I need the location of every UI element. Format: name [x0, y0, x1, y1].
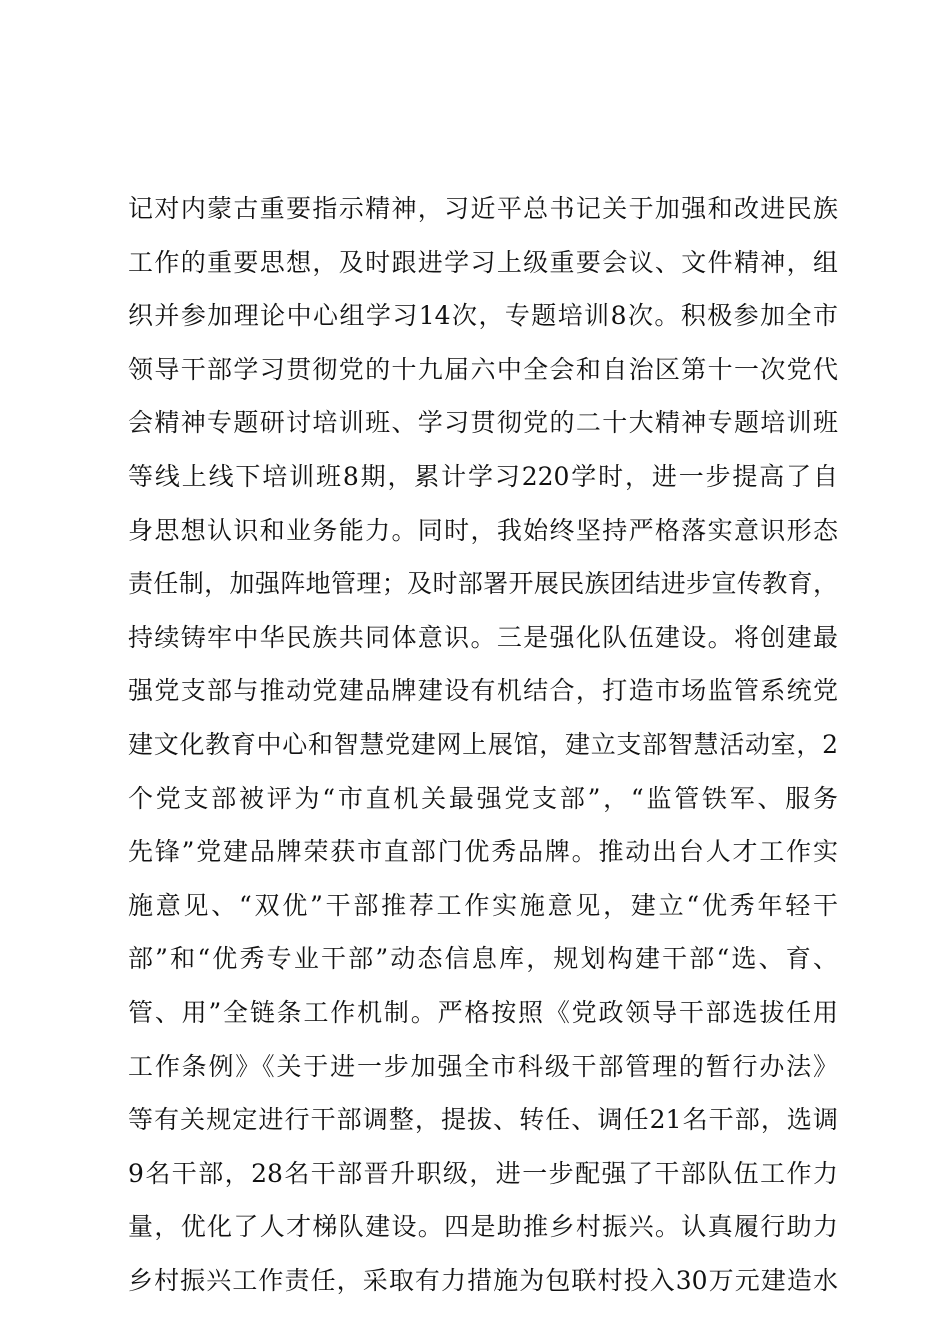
- text-line: 持续铸牢中华民族共同体意识。三是强化队伍建设。将创建最: [128, 622, 838, 652]
- text-line: 建文化教育中心和智慧党建网上展馆，建立支部智慧活动室，2: [128, 729, 838, 759]
- text-line: 9名干部，28名干部晋升职级，进一步配强了干部队伍工作力: [128, 1158, 838, 1188]
- body-paragraph: [128, 182, 838, 1307]
- text-line: 工作条例》《关于进一步加强全市科级干部管理的暂行办法》: [128, 1051, 838, 1081]
- text-line: 工作的重要思想，及时跟进学习上级重要会议、文件精神，组: [128, 247, 838, 277]
- text-line: 部”和“优秀专业干部”动态信息库，规划构建干部“选、育、: [128, 944, 838, 974]
- text-line: 量，优化了人才梯队建设。四是助推乡村振兴。认真履行助力: [128, 1212, 838, 1242]
- text-line: 会精神专题研讨培训班、学习贯彻党的二十大精神专题培训班: [128, 408, 838, 438]
- text-line: 先锋”党建品牌荣获市直部门优秀品牌。推动出台人才工作实: [128, 837, 838, 867]
- text-line: 身思想认识和业务能力。同时，我始终坚持严格落实意识形态: [128, 515, 838, 545]
- text-line: 等有关规定进行干部调整，提拔、转任、调任21名干部，选调: [128, 1105, 838, 1135]
- text-line: 记对内蒙古重要指示精神，习近平总书记关于加强和改进民族: [128, 194, 838, 223]
- text-line: 织并参加理论中心组学习14次，专题培训8次。积极参加全市: [128, 301, 838, 331]
- text-line: 管、用”全链条工作机制。严格按照《党政领导干部选拔任用: [128, 997, 838, 1027]
- text-line: 个党支部被评为“市直机关最强党支部”，“监管铁军、服务: [128, 783, 838, 813]
- text-line: 责任制，加强阵地管理；及时部署开展民族团结进步宣传教育，: [128, 569, 838, 599]
- text-line: 等线上线下培训班8期，累计学习220学时，进一步提高了自: [128, 461, 838, 491]
- text-line: 施意见、“双优”干部推荐工作实施意见，建立“优秀年轻干: [128, 890, 838, 920]
- text-line: 强党支部与推动党建品牌建设有机结合，打造市场监管系统党: [128, 676, 838, 706]
- text-line: 领导干部学习贯彻党的十九届六中全会和自治区第十一次党代: [128, 354, 838, 384]
- text-line: 乡村振兴工作责任，采取有力措施为包联村投入30万元建造水: [128, 1265, 838, 1295]
